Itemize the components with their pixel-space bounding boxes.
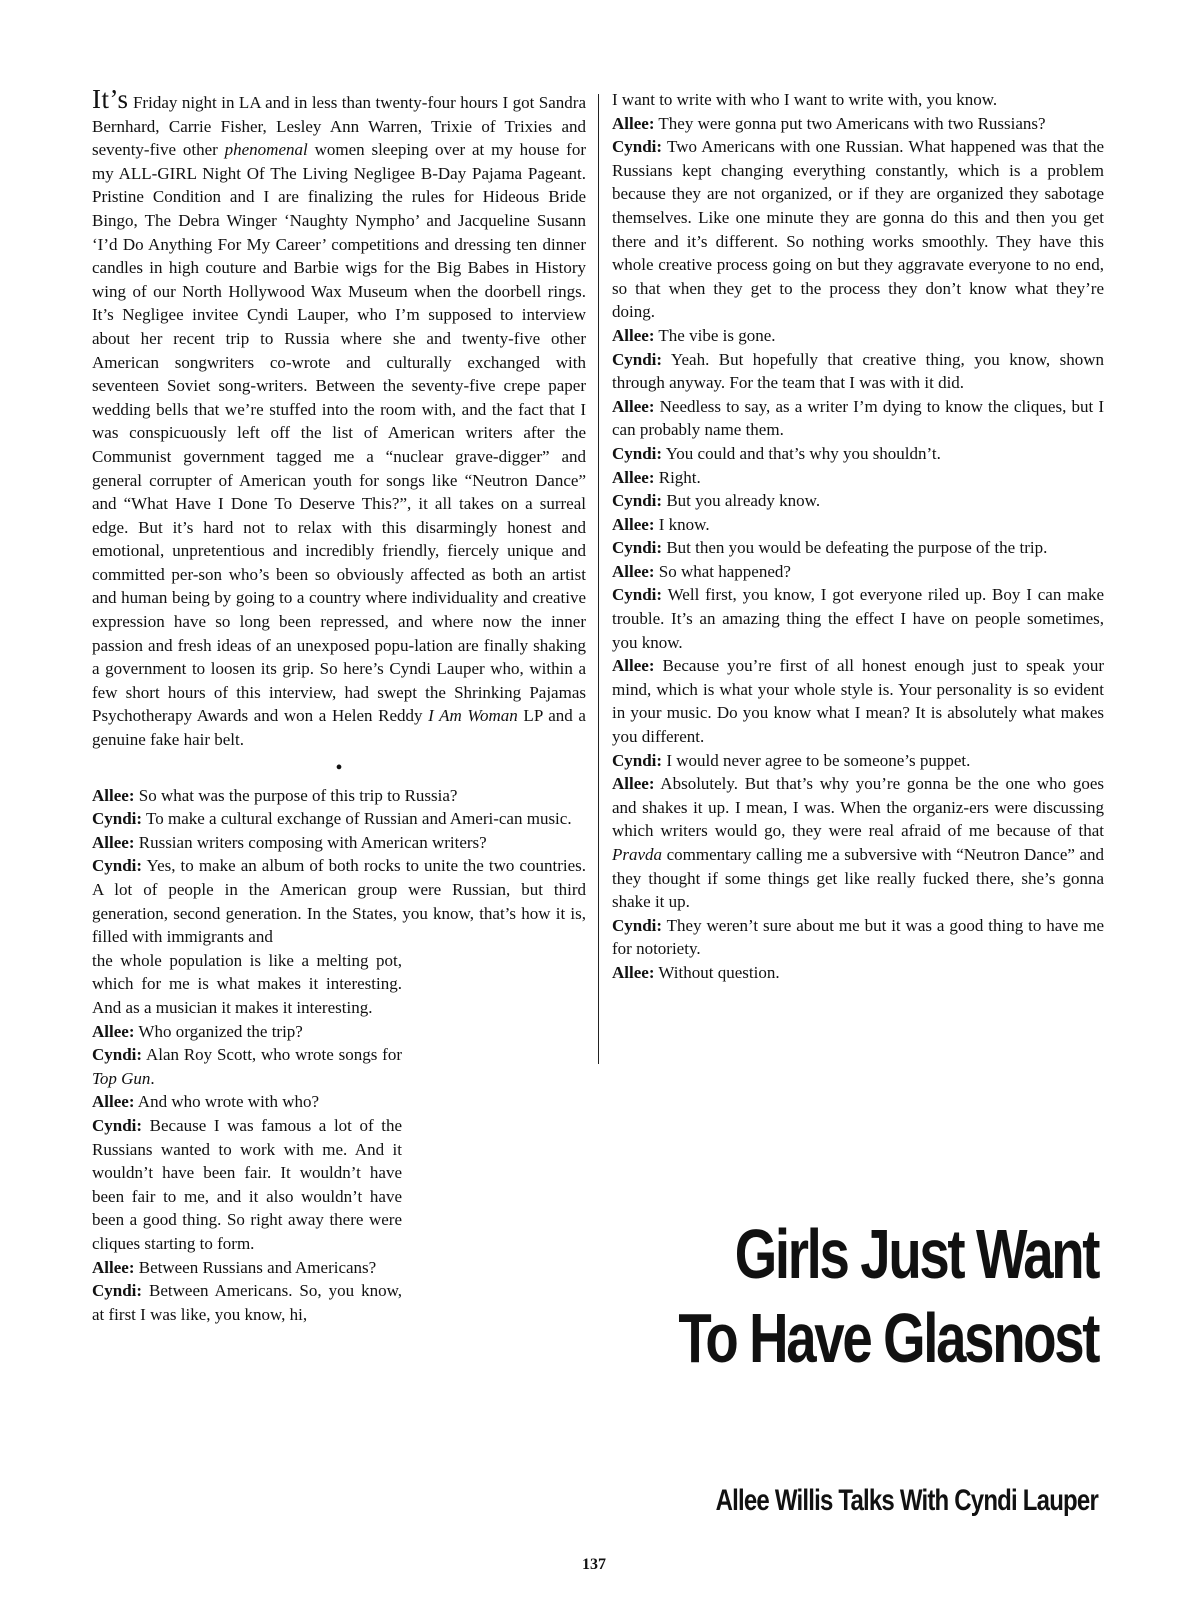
dialogue-line: Cyndi: But then you would be defeating the purpose of the trip. [612,538,1048,558]
dialogue-line: Allee: Who organized the trip? [92,1021,303,1041]
page-number: 137 [582,1556,606,1573]
column-divider [598,94,599,1064]
left-column [92,84,586,1326]
dialogue-line: Allee: Without question. [612,962,780,982]
article-title [678,1212,1098,1380]
dialogue-line: Cyndi: To make a cultural exchange of Russian and Ameri-can music. [92,809,572,829]
dialogue-line: Cyndi: I would never agree to be someone’s puppet. [612,750,971,770]
dialogue-line: Allee: So what happened? [612,561,791,581]
title-line-1: Girls Just Want [734,1215,1098,1293]
dialogue-line: Cyndi: Two Americans with one Russian. What happened was that the Russians kept changing everything constantly, which is a problem because they are not organized, or if they are organized they sabotage themselves. Like one minute they are gonna do this and then you get there and it’s different. So nothing works smoothly. They have this whole creative process going on but they aggravate everyone to no end, so that when they get to the process they don’t know what they’re doing. [612,137,1104,322]
dialogue-line: Allee: The vibe is gone. [612,325,776,345]
title-line-2: To Have Glasnost [678,1299,1098,1377]
section-divider: • [335,756,343,779]
dialogue-line: Cyndi: Yeah. But hopefully that creative thing, you know, shown through anyway. For the team that I was with it did. [612,349,1104,393]
dialogue-line: Cyndi: You could and that’s why you shouldn’t. [612,443,941,463]
dialogue-line: Allee: Russian writers composing with American writers? [92,832,487,852]
dialogue-line: Allee: Right. [612,467,701,487]
dialogue-continuation: I want to write with who I want to write with, you know. [612,90,998,109]
dialogue-continuation: the whole population is like a melting pot, which for me is what makes it interesting. And as a musician it makes it interesting. [92,950,402,1017]
dialogue-line: Cyndi: Because I was famous a lot of the Russians wanted to work with me. And it wouldn’t have been fair. It wouldn’t have been fair to me, and it also wouldn’t have been a good thing. So right away there were cliques starting to form. [92,1115,402,1253]
right-column [612,88,1104,985]
dialogue-line: Allee: Because you’re first of all honest enough just to speak your mind, which is what your whole style is. Your personality is so evident in your music. Do you know what I mean? It is absolutely what makes you different. [612,656,1104,747]
article-subtitle: Allee Willis Talks With Cyndi Lauper [715,1484,1098,1517]
dialogue-line: Allee: Absolutely. But that’s why you’re gonna be the one who goes and shakes it up. I mean, I was. When the organiz-ers were discussing which writers would go, they were real afraid of me because of that Pravda commentary calling me a subversive with “Neutron Dance” and they thought if some things get like really fucked there, she’s gonna shake it up. [612,774,1104,912]
dialogue-line: Allee: Needless to say, as a writer I’m dying to know the cliques, but I can probably name them. [612,396,1104,440]
narrow-column-block [92,949,402,1327]
dialogue-line: Cyndi: They weren’t sure about me but it was a good thing to have me for notoriety. [612,915,1104,959]
dialogue-line: Allee: So what was the purpose of this trip to Russia? [92,785,458,805]
intro-paragraph: It’s Friday night in LA and in less than twenty-four hours I got Sandra Bernhard, Carrie Fisher, Lesley Ann Warren, Trixie of Trixies and seventy-five other phenomenal women sleeping over at my house for my ALL-GIRL Night Of The Living Negligee B-Day Pajama Pageant. Pristine Condition and I are finalizing the rules for Hideous Bride Bingo, The Debra Winger ‘Naughty Nympho’ and Jacqueline Susann ‘I’d Do Anything For My Career’ competitions and dressing ten dinner candles in high couture and Barbie wigs for the Big Babes in History wing of our North Hollywood Wax Museum when the doorbell rings. It’s Negligee invitee Cyndi Lauper, who I’m supposed to interview about her recent trip to Russia where she and twenty-five other American songwriters co-wrote and culturally exchanged with seventeen Soviet song-writers. Between the seventy-five crepe paper wedding bells that we’re stuffed into the room with, and the fact that I was conspicuously left off the list of American writers after the Communist government tagged me a “nuclear grave-digger” and general corrupter of American youth for songs like “Neutron Dance” and “What Have I Done To Deserve This?”, it all takes on a surreal edge. But it’s hard not to relax with this disarmingly honest and emotional, unpretentious and incredibly friendly, fiercely unique and committed per-son who’s been so obviously affected as both an artist and human being by going to a country where individuality and creative expression have so long been repressed, and where now the inner passion and fresh ideas of an unexposed popu-lation are finally shaking a government to loosen its grip. So here’s Cyndi Lauper who, within a few short hours of this interview, had swept the Shrinking Pajamas Psychotherapy Awards and won a Helen Reddy I Am Woman LP and a genuine fake hair belt. [92,84,586,750]
dialogue-line: Allee: Between Russians and Americans? [92,1257,377,1277]
dialogue-line: Cyndi: Well first, you know, I got everyone riled up. Boy I can make trouble. It’s an amazing thing the effect I have on people sometimes, you know. [612,585,1104,652]
drop-cap: It’s [92,84,129,114]
dialogue-line: Allee: They were gonna put two Americans with two Russians? [612,113,1046,133]
dialogue-line: Allee: And who wrote with who? [92,1092,320,1112]
dialogue-line: Cyndi: Between Americans. So, you know, at first I was like, you know, hi, [92,1281,402,1324]
dialogue-line: Cyndi: Yes, to make an album of both rocks to unite the two countries. A lot of people in the American group were Russian, but third generation, second generation. In the States, you know, that’s how it is, filled with immigrants and [92,856,586,947]
dialogue-line: Allee: I know. [612,514,710,534]
dialogue-line: Cyndi: Alan Roy Scott, who wrote songs for Top Gun. [92,1045,402,1088]
dialogue-line: Cyndi: But you already know. [612,491,821,511]
